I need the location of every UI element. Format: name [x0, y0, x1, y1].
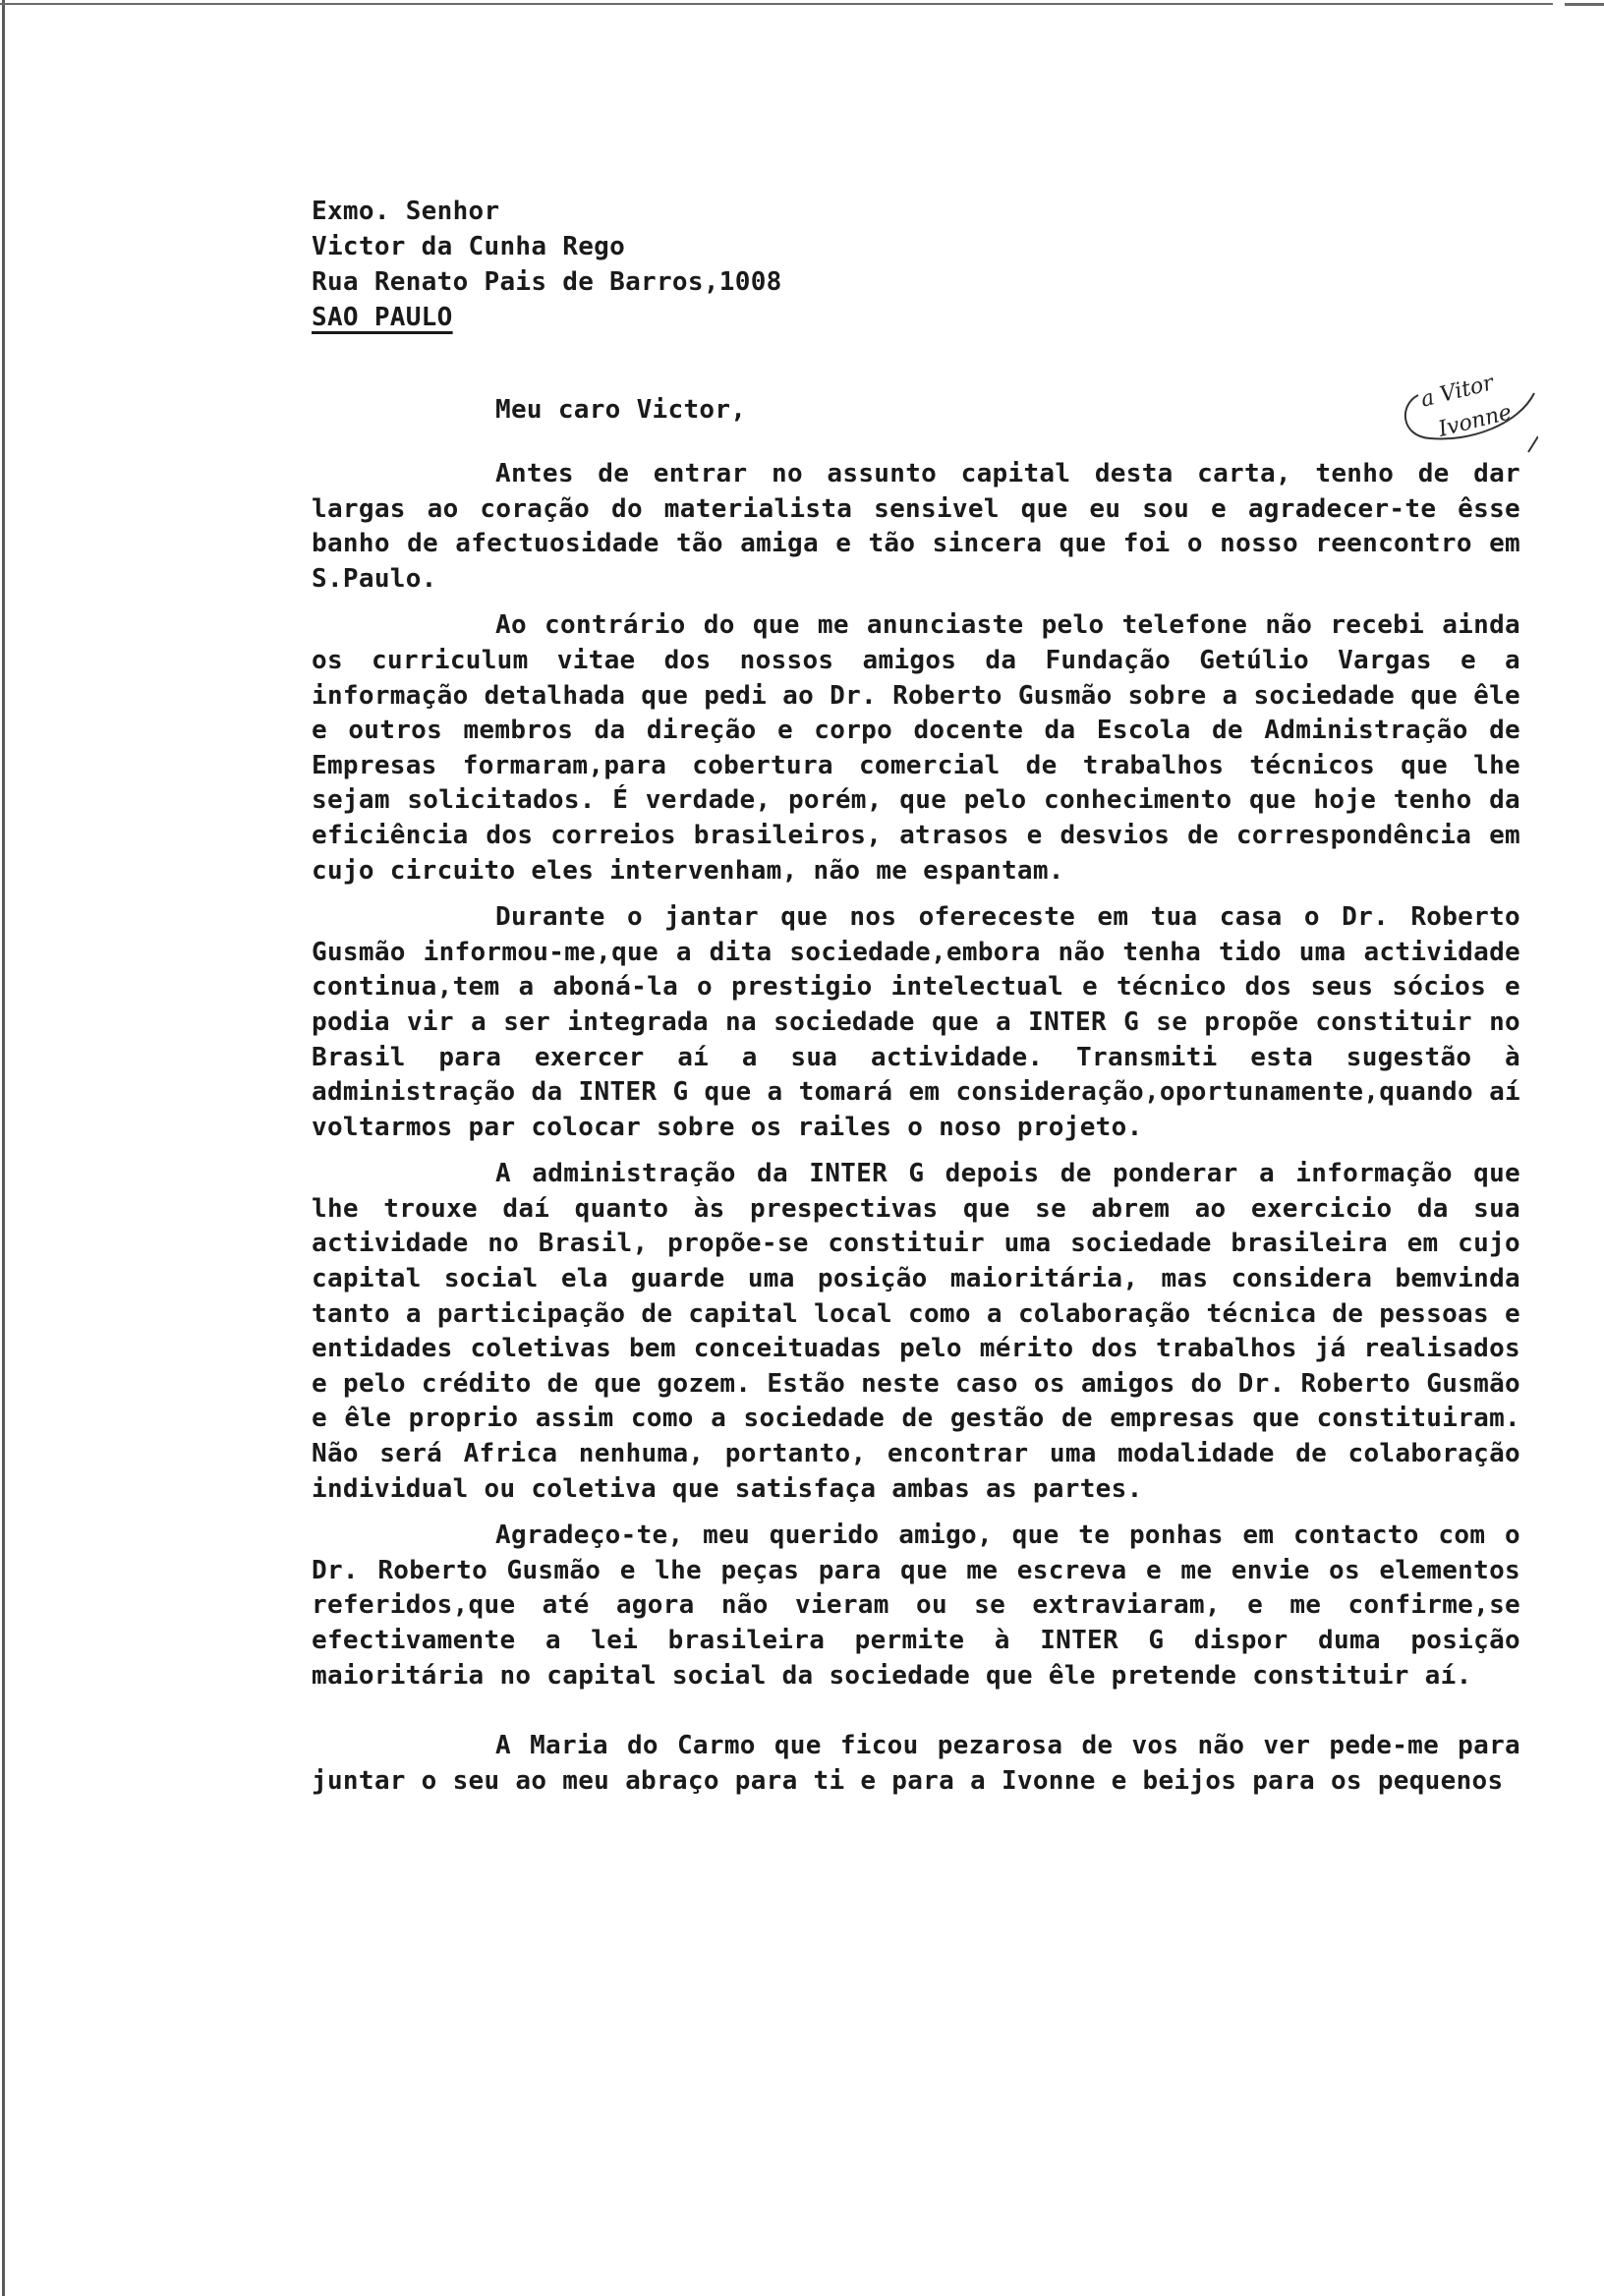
address-street: Rua Renato Pais de Barros,1008: [312, 267, 782, 297]
handwritten-margin-note: [1391, 366, 1538, 454]
address-name: Victor da Cunha Rego: [312, 232, 626, 261]
paragraph-5: Agradeço-te, meu querido amigo, que te ponhas em contacto com o Dr. Roberto Gusmão e lhe peças para que me escreva e me envie os elementos referidos,que até agora não vieram ou se extraviaram, e me confirme,se efectivamente a lei brasileira permite à INTER G dispor duma posição maioritária no capital social da sociedade que êle pretende constituir aí.: [312, 1521, 1520, 1691]
page-edge-top: [0, 3, 1553, 5]
paragraph-2: Ao contrário do que me anunciaste pelo telefone não recebi ainda os curriculum vitae dos nossos amigos da Fundação Getúlio Vargas e a informação detalhada que pedi ao Dr. Roberto Gusmão sobre a sociedade que êle e outros membros da direção e corpo docente da Escola de Administração de Empresas formaram,para cobertura comercial de trabalhos técnicos que lhe sejam solicitados. É verdade, porém, que pelo conhecimento que hoje tenho da eficiência dos correios brasileiros, atrasos e desvios de correspondência em cujo circuito eles intervenham, não me espantam.: [312, 610, 1520, 886]
paragraph-6: A Maria do Carmo que ficou pezarosa de vos não ver pede-me para juntar o seu ao meu abraço para ti e para a Ivonne e beijos para os pequenos: [312, 1731, 1520, 1796]
note-line-1: a Vitor: [1418, 371, 1497, 413]
letter-body: [312, 194, 1520, 1799]
salutation: Meu caro Victor,: [495, 395, 747, 425]
note-line-2: Ivonne: [1436, 400, 1515, 442]
address-city: SAO PAULO: [312, 303, 453, 332]
paragraph-1: Antes de entrar no assunto capital desta carta, tenho de dar largas ao coração do materialista sensivel que eu sou e agradecer-te êsse banho de afectuosidade tão amiga e tão sincera que foi o nosso reencontro em S.Paulo.: [312, 459, 1520, 594]
address-block: [312, 194, 1520, 335]
page-edge-top-right: [1565, 3, 1604, 6]
paragraph-3: Durante o jantar que nos ofereceste em tua casa o Dr. Roberto Gusmão informou-me,que a dita sociedade,embora não tenha tido uma actividade continua,tem a aboná-la o prestigio intelectual e técnico dos seus sócios e podia vir a ser integrada na sociedade que a INTER G se propõe constituir no Brasil para exercer aí a sua actividade. Transmiti esta sugestão à administração da INTER G que a tomará em consideração,oportunamente,quando aí voltarmos par colocar sobre os railes o noso projeto.: [312, 902, 1520, 1142]
address-title: Exmo. Senhor: [312, 197, 500, 226]
page-edge-left: [2, 0, 5, 2296]
paragraph-4: A administração da INTER G depois de ponderar a informação que lhe trouxe daí quanto às prespectivas que se abrem ao exercicio da sua actividade no Brasil, propõe-se constituir uma sociedade brasileira em cujo capital social ela guarde uma posição maioritária, mas considera bemvinda tanto a participação de capital local como a colaboração técnica de pessoas e entidades coletivas bem conceituadas pelo mérito dos trabalhos já realisados e pelo crédito de que gozem. Estão neste caso os amigos do Dr. Roberto Gusmão e êle proprio assim como a sociedade de gestão de empresas que constituiram. Não será Africa nenhuma, portanto, encontrar uma modalidade de colaboração individual ou coletiva que satisfaça ambas as partes.: [312, 1159, 1520, 1504]
